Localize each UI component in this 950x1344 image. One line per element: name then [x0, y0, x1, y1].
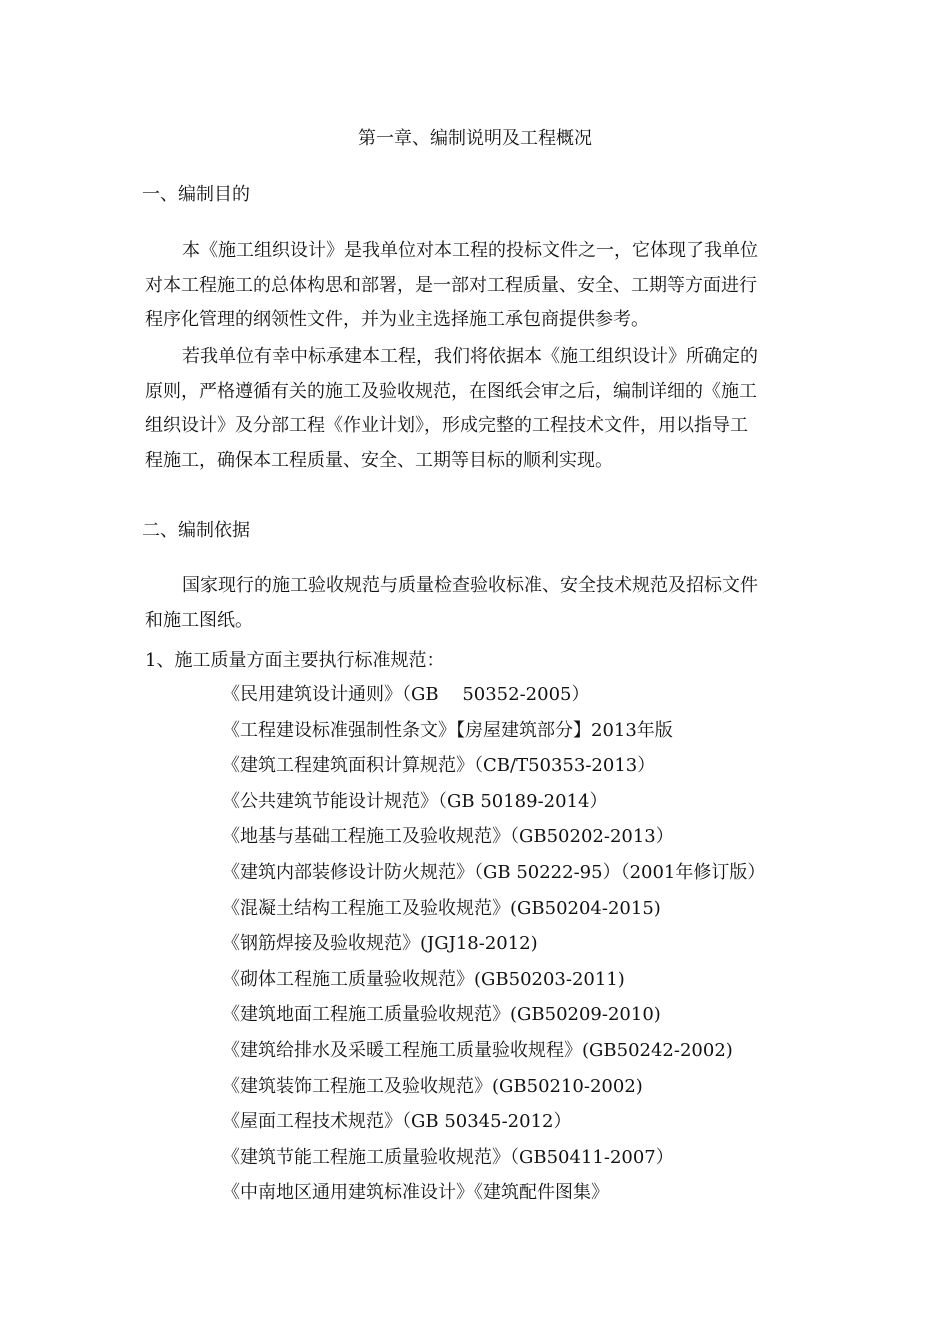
purpose-paragraph-1	[145, 234, 805, 338]
standard-item: 《建筑内部装修设计防火规范》（GB 50222-95）（2001年修订版）	[222, 861, 766, 883]
standard-item: 《地基与基础工程施工及验收规范》（GB50202-2013）	[222, 826, 674, 848]
standard-item: 《混凝土结构工程施工及验收规范》(GB50204-2015)	[222, 897, 661, 919]
standard-item: 《建筑装饰工程施工及验收规范》(GB50210-2002)	[222, 1075, 643, 1097]
standard-item: 《建筑给排水及采暖工程施工质量验收规程》(GB50242-2002)	[222, 1039, 733, 1061]
standard-item: 《公共建筑节能设计规范》（GB 50189-2014）	[222, 790, 608, 812]
paragraph-line: 若我单位有幸中标承建本工程，我们将依据本《施工组织设计》所确定的	[182, 346, 758, 367]
section-heading-purpose: 一、编制目的	[142, 184, 250, 205]
paragraph-line: 程施工，确保本工程质量、安全、工期等目标的顺利实现。	[145, 449, 613, 471]
standard-item: 《建筑工程建筑面积计算规范》（CB/T50353-2013）	[222, 755, 656, 777]
standard-item: 《建筑节能工程施工质量验收规范》（GB50411-2007）	[222, 1146, 674, 1168]
paragraph-line: 对本工程施工的总体构思和部署，是一部对工程质量、安全、工期等方面进行	[145, 274, 757, 296]
chapter-title: 第一章、编制说明及工程概况	[358, 128, 592, 149]
paragraph-line: 原则，严格遵循有关的施工及验收规范，在图纸会审之后，编制详细的《施工	[145, 380, 757, 402]
section-heading-basis: 二、编制依据	[142, 520, 250, 541]
standard-item: 《中南地区通用建筑标准设计》《建筑配件图集》	[222, 1182, 609, 1204]
paragraph-line: 国家现行的施工验收规范与质量检查验收标准、安全技术规范及招标文件	[182, 575, 758, 596]
standards-list	[222, 682, 765, 1216]
standard-item: 《钢筋焊接及验收规范》(JGJ18-2012)	[222, 933, 538, 955]
purpose-paragraph-2	[145, 340, 805, 478]
standard-item: 《民用建筑设计通则》（GB 50352-2005）	[222, 684, 590, 705]
standard-item: 《砌体工程施工质量验收规范》(GB50203-2011)	[222, 968, 625, 990]
paragraph-line: 程序化管理的纲领性文件，并为业主选择施工承包商提供参考。	[145, 309, 649, 330]
standard-item: 《屋面工程技术规范》（GB 50345-2012）	[222, 1111, 572, 1133]
standard-item: 《工程建设标准强制性条文》【房屋建筑部分】2013年版	[222, 719, 673, 741]
paragraph-line: 本《施工组织设计》是我单位对本工程的投标文件之一，它体现了我单位	[182, 240, 758, 261]
basis-paragraph	[145, 569, 805, 638]
paragraph-line: 和施工图纸。	[145, 609, 253, 631]
paragraph-line: 组织设计》及分部工程《作业计划》，形成完整的工程技术文件，用以指导工	[145, 415, 748, 436]
standards-subheading: 1、施工质量方面主要执行标准规范：	[145, 650, 445, 671]
standard-item: 《建筑地面工程施工质量验收规范》(GB50209-2010)	[222, 1004, 661, 1026]
